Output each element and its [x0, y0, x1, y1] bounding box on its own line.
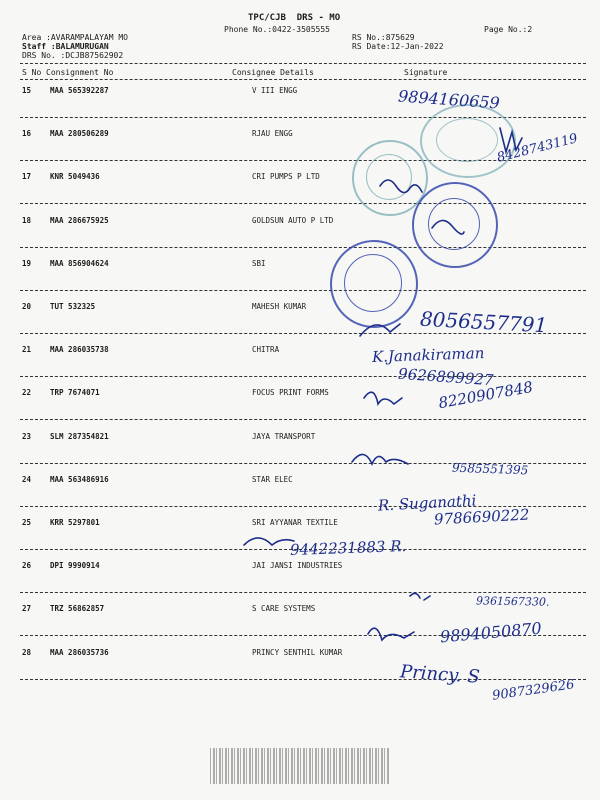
row-consignment-no: KNR 5049436 — [50, 172, 100, 182]
row-consignee: JAYA TRANSPORT — [252, 431, 316, 441]
col-sno: S No — [22, 68, 42, 77]
handwritten-number: 9786690222 — [433, 505, 530, 529]
row-consignment-no: DPI 9990914 — [50, 561, 100, 571]
row-consignment-no: MAA 563486916 — [50, 474, 109, 484]
handwritten-name: K.Janakiraman — [371, 344, 485, 366]
handwritten-number: 8056557791 — [419, 306, 548, 338]
row-consignee: RJAU ENGG — [252, 129, 293, 139]
handwritten-number: 9894160659 — [397, 86, 501, 113]
row-sno: 21 — [22, 345, 32, 355]
col-consignee: Consignee Details — [232, 68, 314, 77]
staff-label: Staff :BALAMURUGAN — [22, 42, 109, 51]
handwritten-number: 9626899927 — [397, 364, 494, 390]
row-consignee: FOCUS PRINT FORMS — [252, 388, 329, 398]
phone-number: Phone No.:0422-3505555 — [224, 25, 330, 34]
row-consignee: V III ENGG — [252, 86, 298, 95]
row-sno: 24 — [22, 474, 32, 484]
row-consignee: JAI JANSI INDUSTRIES — [252, 561, 343, 571]
row-consignment-no: TRP 7674071 — [50, 388, 100, 398]
row-consignment-no: SLM 287354821 — [50, 431, 109, 441]
handwritten-number: 9442231883 R. — [289, 536, 407, 560]
col-signature: Signature — [404, 68, 448, 77]
row-consignment-no: TRZ 56862857 — [50, 604, 105, 614]
row-sno: 27 — [22, 604, 32, 614]
row-consignment-no: MAA 286675925 — [50, 215, 109, 225]
handwritten-number: 9894050870 — [439, 618, 543, 647]
handwritten-number: 9361567330. — [475, 594, 550, 609]
row-sno: 26 — [22, 561, 32, 571]
area-label: Area :AVARAMPALAYAM MO — [22, 33, 128, 42]
row-consignee: S CARE SYSTEMS — [252, 604, 316, 614]
row-consignment-no: MAA 280506289 — [50, 129, 109, 139]
row-sno: 23 — [22, 431, 32, 441]
row-sno: 22 — [22, 388, 32, 398]
row-consignment-no: MAA 565392287 — [50, 86, 109, 95]
row-consignment-no: MAA 286035738 — [50, 345, 109, 355]
row-consignee: STAR ELEC — [252, 474, 293, 484]
row-sno: 17 — [22, 172, 32, 182]
rs-date: RS Date:12-Jan-2022 — [352, 42, 444, 51]
row-sno: 15 — [22, 86, 32, 95]
row-consignee: GOLDSUN AUTO P LTD — [252, 215, 334, 225]
handwritten-number: 8220907848 — [437, 377, 535, 413]
row-consignee: SBI — [252, 258, 266, 268]
row-sno: 28 — [22, 647, 32, 657]
row-consignee: MAHESH KUMAR — [252, 302, 307, 311]
row-sno: 18 — [22, 215, 32, 225]
row-sno: 16 — [22, 129, 32, 139]
handwritten-name: R. Suganathi — [377, 491, 477, 515]
page-number: Page No.:2 — [484, 25, 533, 34]
row-consignee: SRI AYYANAR TEXTILE — [252, 518, 338, 527]
row-consignment-no: MAA 856904624 — [50, 258, 109, 268]
col-consignment: Consignment No — [46, 68, 114, 77]
handwritten-name: Princy. S — [399, 661, 481, 688]
row-consignment-no: TUT 532325 — [50, 302, 96, 311]
rs-number: RS No.:875629 — [352, 33, 415, 42]
drs-number: DRS No. :DCJB87562902 — [22, 51, 124, 60]
row-consignment-no: KRR 5297801 — [50, 518, 100, 527]
row-sno: 19 — [22, 258, 32, 268]
row-consignment-no: MAA 286035736 — [50, 647, 109, 657]
handwritten-number: 9585551395 — [451, 460, 529, 478]
barcode-strip — [210, 748, 390, 784]
row-consignee: CRI PUMPS P LTD — [252, 172, 320, 182]
handwritten-number: 9087329626 — [491, 677, 576, 704]
row-consignee: PRINCY SENTHIL KUMAR — [252, 647, 343, 657]
row-consignee: CHITRA — [252, 345, 280, 355]
row-sno: 20 — [22, 302, 32, 311]
row-sno: 25 — [22, 518, 32, 527]
document-title: TPC/CJB DRS - MO — [248, 13, 341, 23]
handwritten-number: 8428743119 — [495, 131, 580, 166]
